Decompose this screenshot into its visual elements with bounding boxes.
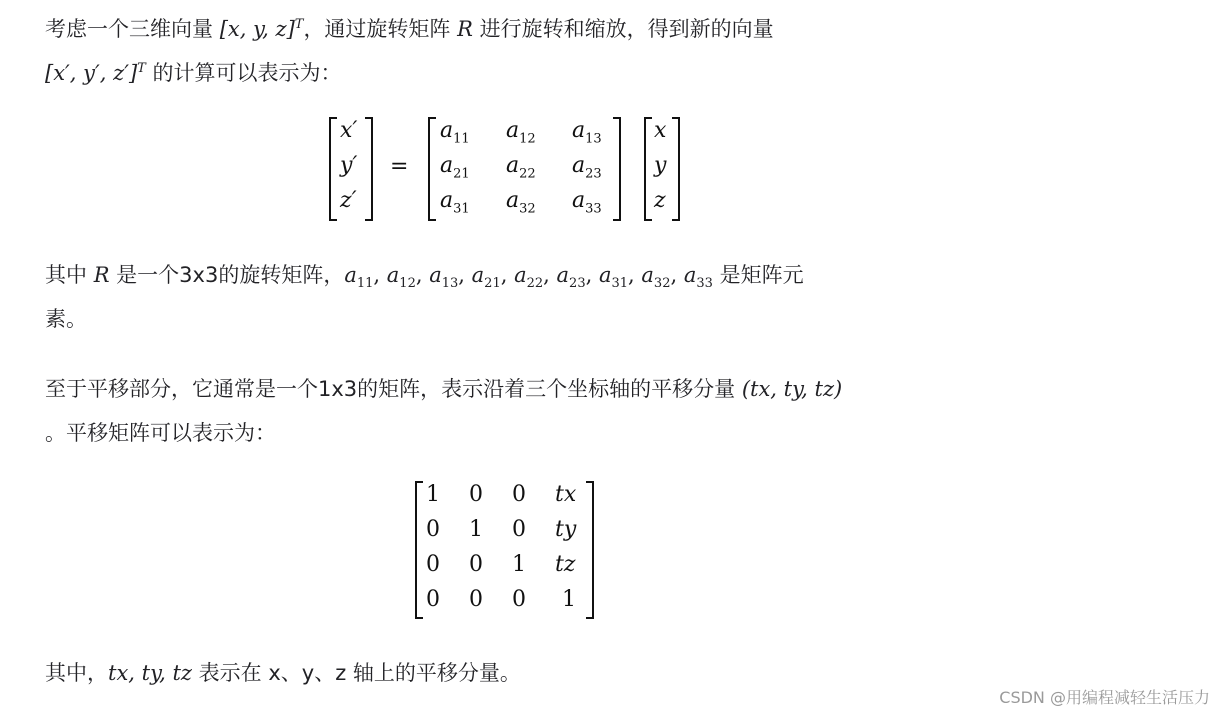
transpose-symbol: T [294,17,304,32]
matrix-element: $a_{11}$ [344,263,374,292]
matrix-cell: $a_{13}$ [572,118,602,147]
bracket-matrix-left [429,118,436,220]
text: 其中 [45,263,94,287]
text: 考虑一个三维向量 [45,17,220,41]
matrix-cell: 0 [426,552,440,577]
matrix-element: $a_{33}$ [683,263,713,292]
matrix-cell: $a_{32}$ [506,188,536,217]
matrix-element: $a_{12}$ [386,263,416,292]
rhs-x: x [654,118,667,143]
translation-tuple: (tx, ty, tz) [741,377,843,401]
translation-vars: tx, ty, tz [108,661,192,685]
transpose-symbol: T [137,61,146,76]
text: 至于平移部分，它通常是一个1x3的矩阵，表示沿着三个坐标轴的平移分量 [45,377,742,401]
matrix-cell: 1 [426,482,440,507]
matrix-element-list: $a_{11}$, $a_{12}$, $a_{13}$, $a_{21}$, $a_{22}$, $a_{23}$, $a_{31}$, $a_{32}$, $a_{33}$ [344,263,713,292]
paragraph-rotation-elements-line2 [45,296,87,342]
matrix-cell: 0 [469,587,483,612]
text: 其中， [45,661,108,685]
text: ，通过旋转矩阵 [303,17,458,41]
bracket-rhs-left [645,118,652,220]
bracket-right [586,482,593,618]
rhs-z: z [654,188,666,213]
matrix-cell: 0 [512,587,526,612]
paragraph-translation-intro-line2 [45,410,276,456]
paragraph-translation-explain [45,650,521,696]
matrix-element: $a_{21}$ [471,263,501,292]
bracket-lhs-right [365,118,372,220]
matrix-element: $a_{23}$ [556,263,586,292]
vector-xyz-prime: [x′, y′, z′] [45,61,138,85]
lhs-y-prime: y′ [340,153,358,178]
text: 。平移矩阵可以表示为： [45,421,276,445]
matrix-cell: $a_{33}$ [572,188,602,217]
matrix-element: $a_{32}$ [641,263,671,292]
matrix-cell: 0 [512,517,526,542]
matrix-cell: 1 [469,517,483,542]
matrix-element: $a_{31}$ [598,263,629,292]
text: 进行旋转和缩放，得到新的向量 [472,17,774,41]
bracket-lhs-left [330,118,337,220]
equals-sign: = [390,154,409,179]
paragraph-rotation-intro-line2 [45,46,342,96]
lhs-z-prime: z′ [340,188,357,213]
matrix-cell: tx [555,482,577,507]
matrix-element: $a_{22}$ [514,263,544,292]
text: 是一个3x3的旋转矩阵， [109,263,345,287]
matrix-cell: 0 [512,482,526,507]
matrix-cell: $a_{22}$ [506,153,536,182]
matrix-cell: 0 [426,517,440,542]
matrix-cell: 1 [512,552,526,577]
text: 的计算可以表示为： [145,61,342,85]
matrix-cell: $a_{31}$ [440,188,470,217]
matrix-cell: $a_{21}$ [440,153,470,182]
bracket-left [416,482,423,618]
math-R: R [457,17,473,41]
paragraph-rotation-intro [45,2,774,52]
bracket-matrix-right [613,118,620,220]
rhs-y: y [654,153,667,178]
math-vector [220,17,304,41]
translation-matrix [414,480,604,622]
matrix-cell: $a_{12}$ [506,118,536,147]
math-R: R [93,263,110,287]
matrix-cell: ty [555,517,577,542]
matrix-cell: tz [555,552,576,577]
matrix-cell: 0 [426,587,440,612]
rotation-equation [328,116,688,224]
text: 是矩阵元 [712,263,804,287]
matrix-cell: 0 [469,482,483,507]
paragraph-translation-intro [45,366,842,412]
vector-xyz: [x, y, z] [219,17,295,41]
matrix-cell: 0 [469,552,483,577]
matrix-element: $a_{13}$ [429,263,459,292]
paragraph-rotation-elements [45,252,804,307]
matrix-cell: 1 [562,587,576,612]
text: 表示在 x、y、z 轴上的平移分量。 [192,661,521,685]
matrix-cell: $a_{23}$ [572,153,602,182]
lhs-x-prime: x′ [340,118,358,143]
bracket-rhs-right [672,118,679,220]
matrix-cell: $a_{11}$ [440,118,470,147]
watermark: CSDN @用编程减轻生活压力 [999,688,1210,707]
text: 素。 [45,307,87,331]
